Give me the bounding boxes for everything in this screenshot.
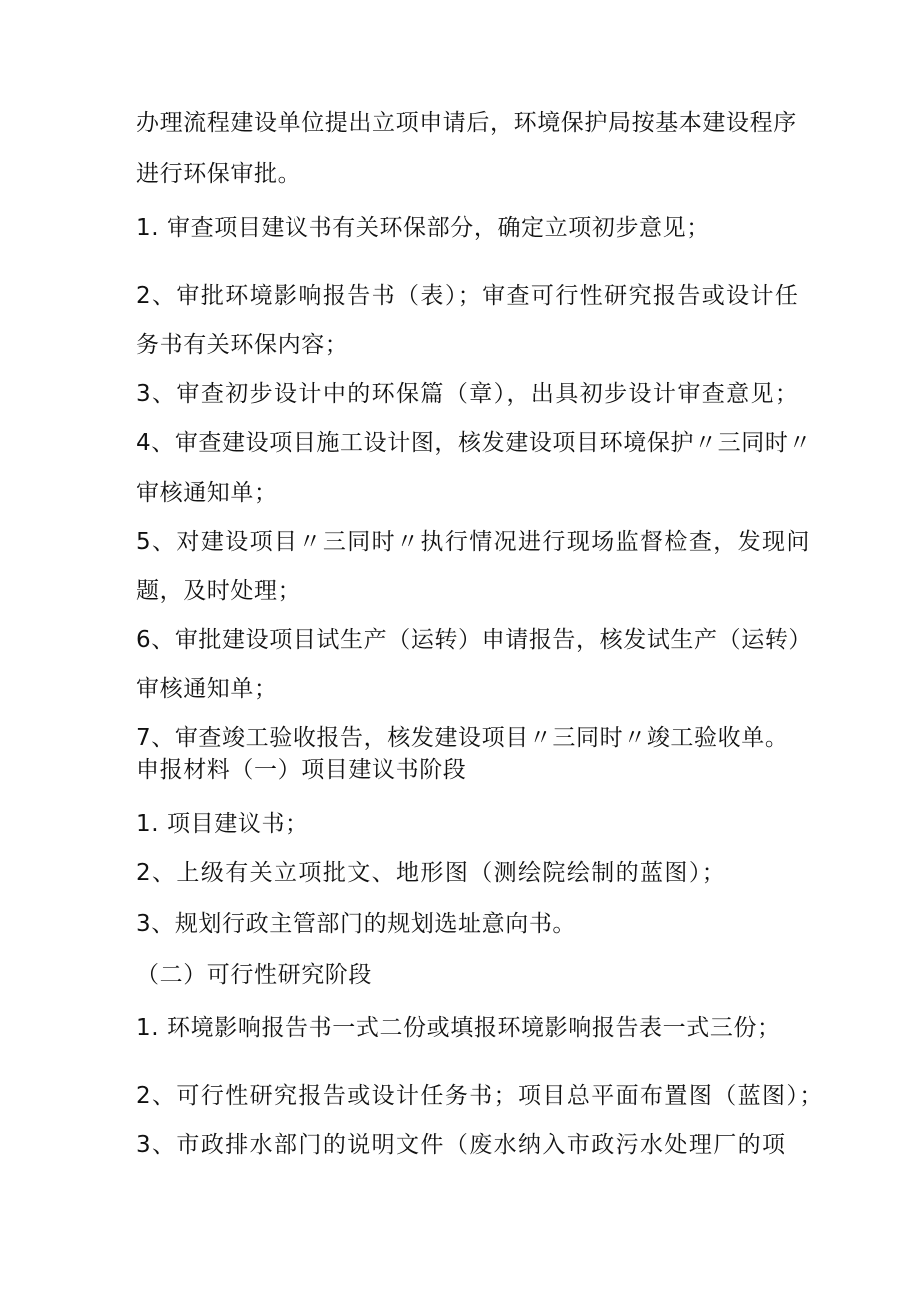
- text-line: 2、可行性研究报告或设计任务书；项目总平面布置图（蓝图）；: [136, 1083, 824, 1109]
- text-line: 务书有关环保内容；: [136, 332, 349, 358]
- text-line: 7、审查竣工验收报告，核发建设项目〃三同时〃竣工验收单。: [136, 725, 789, 751]
- text-line: 5、对建设项目〃三同时〃执行情况进行现场监督检查，发现问: [136, 529, 811, 555]
- text-line: 1. 项目建议书；: [136, 811, 309, 837]
- text-line: 6、审批建设项目试生产（运转）申请报告，核发试生产（运转）: [136, 627, 813, 653]
- section-heading: 申报材料（一）项目建议书阶段: [136, 757, 467, 783]
- text-line: 办理流程建设单位提出立项申请后，环境保护局按基本建设程序: [136, 110, 797, 136]
- text-line: 进行环保审批。: [136, 161, 302, 187]
- text-line: 3、审查初步设计中的环保篇（章），出具初步设计审查意见；: [136, 381, 800, 407]
- section-heading: （二）可行性研究阶段: [136, 962, 372, 988]
- text-line: 审核通知单；: [136, 676, 278, 702]
- text-line: 1. 审查项目建议书有关环保部分，确定立项初步意见；: [136, 215, 710, 241]
- text-line: 审核通知单；: [136, 480, 278, 506]
- text-line: 1. 环境影响报告书一式二份或填报环境影响报告表一式三份；: [136, 1015, 781, 1041]
- text-line: 2、上级有关立项批文、地形图（测绘院绘制的蓝图）；: [136, 860, 727, 886]
- text-line: 4、审查建设项目施工设计图，核发建设项目环境保护〃三同时〃: [136, 430, 813, 456]
- text-line: 3、规划行政主管部门的规划选址意向书。: [136, 911, 577, 937]
- text-line: 3、市政排水部门的说明文件（废水纳入市政污水处理厂的项: [136, 1132, 787, 1158]
- text-line: 题，及时处理；: [136, 578, 302, 604]
- text-line: 2、审批环境影响报告书（表）；审查可行性研究报告或设计任: [136, 283, 800, 309]
